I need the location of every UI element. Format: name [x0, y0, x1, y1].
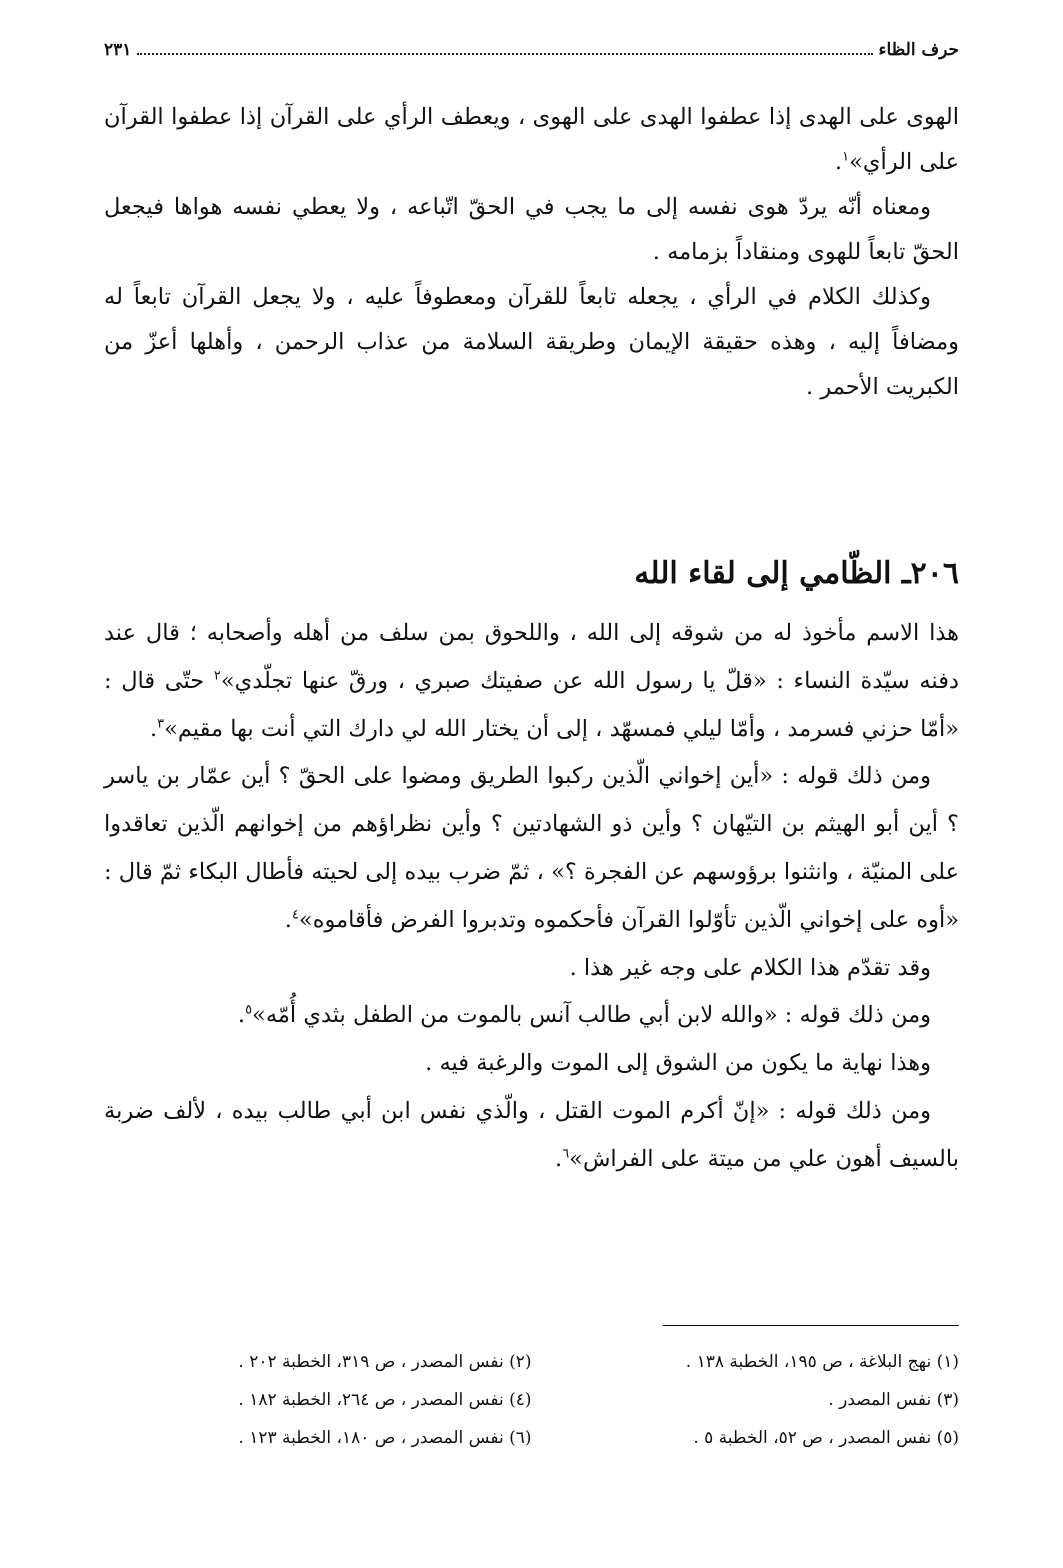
- section-heading: ٢٠٦ـ الظّامي إلى لقاء الله: [634, 556, 959, 591]
- page-number: ٢٣١: [104, 40, 132, 60]
- section-paragraph-3: وقد تقدّم هذا الكلام على وجه غير هذا .: [569, 954, 931, 981]
- footnote-ref-5: ٥: [245, 1002, 253, 1018]
- footnote-1: (١) نهج البلاغة ، ص ١٩٥، الخطبة ١٣٨ .: [685, 1352, 959, 1372]
- section-paragraph-1: هذا الاسم مأخوذ له من شوقه إلى الله ، واللحوق بمن سلف من أهله وأصحابه ؛ قال عند دفنه سيّدة النساء : «قلّ يا رسول الله عن صفيتك صبري ، ورقّ عنها تجلّدي»$^٢$ حتّى قال : «أمّا حزني فسرمد ، وأمّا ليلي فمسهّد ، إلى أن يختار الله لي دارك التي أنت بها مقيم»$^٣$.: [104, 620, 959, 742]
- footnote-separator: [663, 1325, 959, 1326]
- footnote-ref-4: ٤: [291, 907, 299, 923]
- footnote-5: (٥) نفس المصدر ، ص ٥٢، الخطبة ٥ .: [693, 1428, 959, 1448]
- chapter-title: حرف الظاء: [878, 40, 959, 60]
- section-paragraph-1-text: هذا الاسم مأخوذ له من شوقه إلى الله ، واللحوق بمن سلف من أهله وأصحابه ؛ قال عند دفنه سيّدة النساء : «قلّ يا رسول الله عن صفيتك صبري ، ورقّ عنها تجلّدي»: [104, 620, 959, 694]
- section-paragraph-2: ومن ذلك قوله : «أين إخواني الّذين ركبوا الطريق ومضوا على الحقّ ؟ أين عمّار بن ياسر ؟ أين أبو الهيثم بن التيّهان ؟ وأين ذو الشهادتين ؟ وأين نظراؤهم من إخوانهم الّذين تعاقدوا على المنيّة ، وانثنوا برؤوسهم عن الفجرة ؟» ، ثمّ ضرب بيده إلى لحيته فأطال البكاء ثمّ قال : «أوه على إخواني الّذين تأوّلوا القرآن فأحكموه وتدبروا الفرض فأقاموه»$^٤$.: [104, 763, 959, 933]
- footnote-ref-1: ١: [842, 149, 850, 165]
- intro-paragraph-1-text: الهوى على الهدى إذا عطفوا الهدى على الهوى ، ويعطف الرأي على القرآن إذا عطفوا القرآن على الرأي»: [104, 104, 959, 175]
- footnote-3: (٣) نفس المصدر .: [828, 1390, 959, 1410]
- header-leader-dots: [137, 53, 872, 55]
- section-paragraph-1-cont: حتّى قال : «أمّا حزني فسرمد ، وأمّا ليلي فمسهّد ، إلى أن يختار الله لي دارك التي أنت بها مقيم»: [104, 667, 959, 742]
- footnotes: [104, 1345, 959, 1455]
- section-paragraph-5: وهذا نهاية ما يكون من الشوق إلى الموت والرغبة فيه .: [425, 1050, 931, 1077]
- footnote-ref-3: ٣: [157, 716, 165, 732]
- running-header: [104, 40, 959, 60]
- footnote-ref-6: ٦: [562, 1146, 570, 1162]
- intro-paragraph-1: الهوى على الهدى إذا عطفوا الهدى على الهوى ، ويعطف الرأي على القرآن إذا عطفوا القرآن على الرأي»$^١$.: [104, 104, 959, 175]
- footnote-ref-2: ٢: [213, 668, 221, 684]
- section-paragraph-4-text: ومن ذلك قوله : «والله لابن أبي طالب آنس بالموت من الطفل بثدي أُمّه»: [252, 1002, 931, 1029]
- intro-text: [104, 95, 959, 410]
- section-paragraph-6-text: ومن ذلك قوله : «إنّ أكرم الموت القتل ، والّذي نفس ابن أبي طالب بيده ، لألف ضربة بالسيف أهون علي من ميتة على الفراش»: [104, 1097, 959, 1172]
- section-paragraph-6: ومن ذلك قوله : «إنّ أكرم الموت القتل ، والّذي نفس ابن أبي طالب بيده ، لألف ضربة بالسيف أهون علي من ميتة على الفراش»$^٦$.: [104, 1097, 959, 1172]
- intro-paragraph-3: وكذلك الكلام في الرأي ، يجعله تابعاً للقرآن ومعطوفاً عليه ، ولا يجعل القرآن تابعاً له ومضافاً إليه ، وهذه حقيقة الإيمان وطريقة السلامة من عذاب الرحمن ، وأهلها أعزّ من الكبريت الأحمر .: [104, 284, 959, 400]
- intro-paragraph-2: ومعناه أنّه يردّ هوى نفسه إلى ما يجب في الحقّ اتّباعه ، ولا يعطي نفسه هواها فيجعل الحقّ تابعاً للهوى ومنقاداً بزمامه .: [104, 194, 959, 265]
- footnote-2: (٢) نفس المصدر ، ص ٣١٩، الخطبة ٢٠٢ .: [238, 1352, 532, 1372]
- section-text: [104, 610, 959, 1184]
- footnote-6: (٦) نفس المصدر ، ص ١٨٠، الخطبة ١٢٣ .: [238, 1428, 532, 1448]
- section-paragraph-4: ومن ذلك قوله : «والله لابن أبي طالب آنس بالموت من الطفل بثدي أُمّه»$^٥$.: [237, 1002, 931, 1029]
- footnote-4: (٤) نفس المصدر ، ص ٢٦٤، الخطبة ١٨٢ .: [238, 1390, 532, 1410]
- section-paragraph-2-text: ومن ذلك قوله : «أين إخواني الّذين ركبوا الطريق ومضوا على الحقّ ؟ أين عمّار بن ياسر ؟ أين أبو الهيثم بن التيّهان ؟ وأين ذو الشهادتين ؟ وأين نظراؤهم من إخوانهم الّذين تعاقدوا على المنيّة ، وانثنوا برؤوسهم عن الفجرة ؟» ، ثمّ ضرب بيده إلى لحيته فأطال البكاء ثمّ قال : «أوه على إخواني الّذين تأوّلوا القرآن فأحكموه وتدبروا الفرض فأقاموه»: [104, 763, 959, 933]
